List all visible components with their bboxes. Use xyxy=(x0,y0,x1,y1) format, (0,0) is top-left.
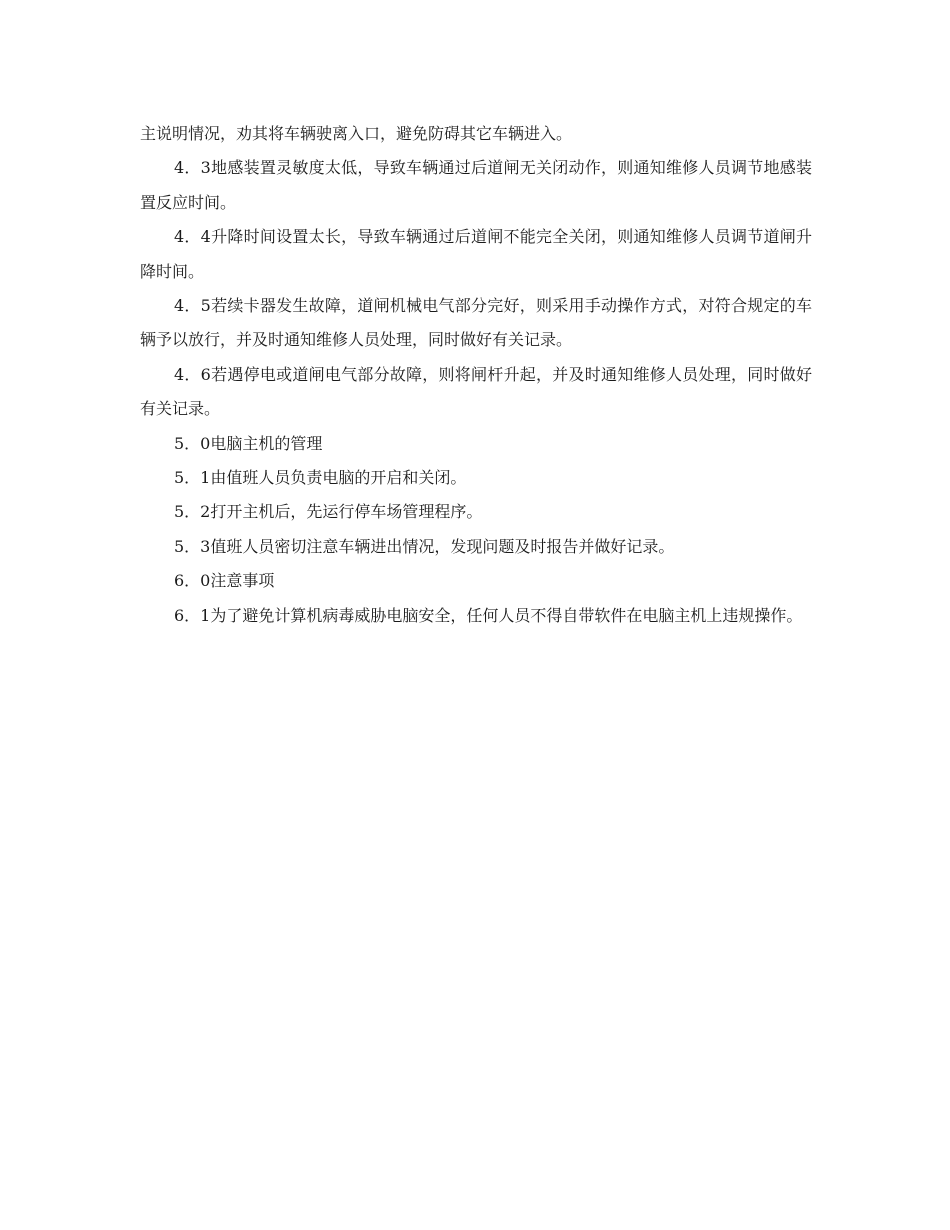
paragraph-4-6: 4．6若遇停电或道闸电气部分故障，则将闸杆升起，并及时通知维修人员处理，同时做好有关记录。 xyxy=(140,364,812,419)
paragraph-continuation: 主说明情况，劝其将车辆驶离入口，避免防碍其它车辆进入。 xyxy=(140,124,573,143)
paragraph-4-5: 4．5若续卡器发生故障，道闸机械电气部分完好，则采用手动操作方式，对符合规定的车辆予以放行，并及时通知维修人员处理，同时做好有关记录。 xyxy=(140,296,812,350)
paragraph-5-1: 5．1由值班人员负责电脑的开启和关闭。 xyxy=(174,468,467,488)
paragraph-5-2: 5．2打开主机后，先运行停车场管理程序。 xyxy=(174,502,483,522)
paragraph-4-4: 4．4升降时间设置太长，导致车辆通过后道闸不能完全关闭，则通知维修人员调节道闸升降时间。 xyxy=(140,227,812,281)
paragraph-6-1: 6．1为了避免计算机病毒威胁电脑安全，任何人员不得自带软件在电脑主机上违规操作。 xyxy=(174,605,803,625)
paragraph-5-3: 5．3值班人员密切注意车辆进出情况，发现问题及时报告并做好记录。 xyxy=(174,536,675,556)
paragraph-4-3: 4．3地感装置灵敏度太低，导致车辆通过后道闸无关闭动作，则通知维修人员调节地感装置反应时间。 xyxy=(140,158,812,212)
section-heading-6-0: 6．0注意事项 xyxy=(174,571,275,591)
section-heading-5-0: 5．0电脑主机的管理 xyxy=(174,433,323,453)
document-body xyxy=(140,117,812,633)
